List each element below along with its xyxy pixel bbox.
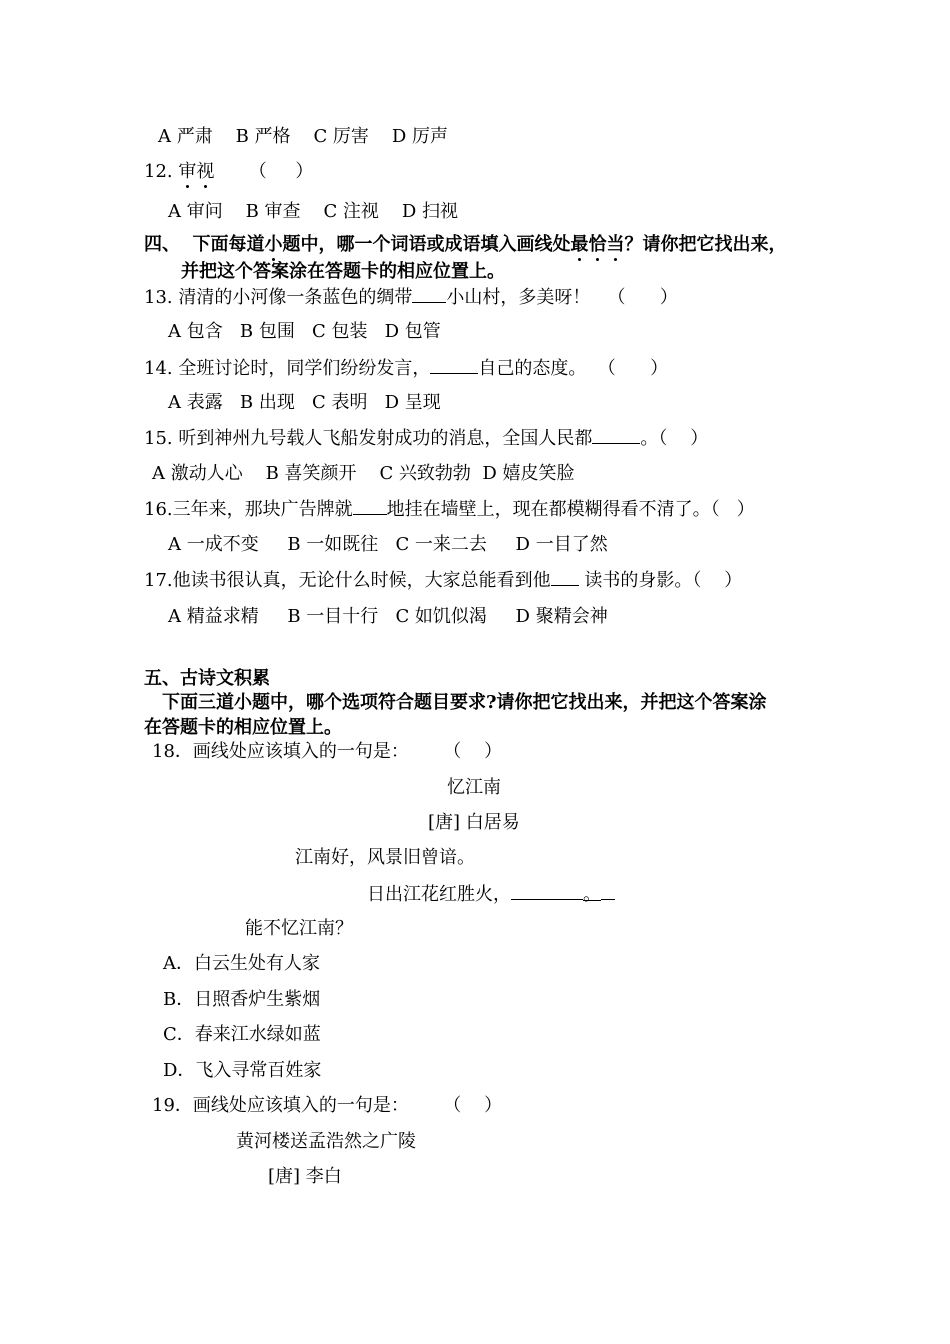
q18-blank-period: 。: [583, 884, 601, 905]
q16-stem: [144, 498, 755, 521]
q18-option-d: D．飞入寻常百姓家: [163, 1060, 322, 1081]
q14-stem: [144, 357, 668, 380]
q17-blank: [551, 569, 579, 586]
q16-text-b: 地挂在墙壁上，现在都模糊得看不清了。（ ）: [386, 499, 755, 520]
q12-stem: [144, 161, 313, 183]
q19-poem-title: 黄河楼送孟浩然之广陵: [236, 1131, 416, 1152]
q15-options: A 激动人心 B 喜笑颜开 C 兴致勃勃 D 嬉皮笑脸: [152, 463, 575, 484]
section-4-emphasis-zui: 最: [570, 234, 589, 255]
q15-stem: [144, 427, 708, 450]
q12-number: 12.: [144, 161, 173, 182]
q16-options: A 一成不变 B 一如既往 C 一来二去 D 一目了然: [168, 534, 608, 555]
q18-option-b: B．日照香炉生紫烟: [163, 989, 321, 1010]
section-4-number: 四、: [144, 234, 180, 255]
q15-blank: [592, 427, 640, 444]
q18-poem-author: [唐] 白居易: [428, 812, 520, 833]
q18-poem-line-1: 江南好，风景旧曾谙。: [295, 847, 475, 868]
q14-text-b: 自己的态度。 （ ）: [478, 358, 669, 379]
section-4-text-b: 题中，哪一个词语或成语填入画线处: [282, 234, 571, 255]
q12-answer-paren: （ ）: [248, 161, 314, 182]
q18-option-a: A．白云生处有人家: [163, 953, 320, 974]
section-4-text-a: 下面每道: [192, 234, 265, 255]
q18-blank-tail: [601, 883, 615, 900]
q17-text-a: 17.他读书很认真，无论什么时候，大家总能看到他: [144, 570, 551, 591]
q13-text-a: 13. 清清的小河像一条蓝色的绸带: [144, 287, 413, 308]
q12-word-2: 视: [196, 161, 215, 182]
q12-options: A 审问 B 审查 C 注视 D 扫视: [168, 201, 458, 222]
q13-text-b: 小山村，多美呀！ （ ）: [446, 287, 678, 308]
q16-blank: [353, 498, 387, 515]
q11-options: A 严肃 B 严格 C 厉害 D 厉声: [158, 126, 448, 147]
section-4-heading: [144, 234, 787, 256]
q14-text-a: 14. 全班讨论时，同学们纷纷发言，: [144, 358, 431, 379]
q12-word-1: 审: [178, 161, 197, 182]
q17-text-b: 读书的身影。（ ）: [578, 570, 743, 591]
q18-option-c: C．春来江水绿如蓝: [163, 1024, 321, 1045]
q18-poem-line-3: 能不忆江南？: [245, 918, 353, 939]
q16-text-a: 16.三年来，那块广告牌就: [144, 499, 353, 520]
q14-blank: [430, 357, 478, 374]
section-4-emphasis-dang: 当: [606, 234, 625, 255]
q19-stem: 19．画线处应该填入的一句是： （ ）: [152, 1095, 503, 1116]
q13-stem: [144, 286, 678, 309]
q18-poem-line-2-text: 日出江花红胜火，: [367, 884, 511, 905]
q15-text-b: 。（ ）: [640, 428, 709, 449]
section-4-emphasis-xiao: 小: [264, 234, 283, 255]
q18-poem-line-2: [367, 883, 615, 906]
section-5-title: 五、古诗文积累: [144, 668, 270, 689]
q13-options: A 包含 B 包围 C 包装 D 包管: [168, 321, 441, 342]
section-5-instruction-line-2: 在答题卡的相应位置上。: [144, 717, 342, 738]
q14-options: A 表露 B 出现 C 表明 D 呈现: [168, 392, 441, 413]
section-4-heading-line-2: 并把这个答案涂在答题卡的相应位置上。: [181, 261, 505, 282]
section-5-instruction-line-1: 下面三道小题中，哪个选项符合题目要求?请你把它找出来，并把这个答案涂: [162, 692, 767, 713]
q13-blank: [412, 286, 446, 303]
q15-text-a: 15. 听到神州九号载人飞船发射成功的消息，全国人民都: [144, 428, 593, 449]
q18-poem-title: 忆江南: [447, 777, 501, 798]
section-4-text-c: ？请你把它找出来，: [624, 234, 787, 255]
q17-options: A 精益求精 B 一目十行 C 如饥似渴 D 聚精会神: [168, 606, 608, 627]
q19-poem-author: [唐] 李白: [268, 1166, 342, 1187]
q18-stem: 18．画线处应该填入的一句是： （ ）: [152, 741, 503, 762]
section-4-emphasis-qia: 恰: [588, 234, 607, 255]
q18-blank: [511, 883, 583, 900]
q17-stem: [144, 569, 742, 592]
